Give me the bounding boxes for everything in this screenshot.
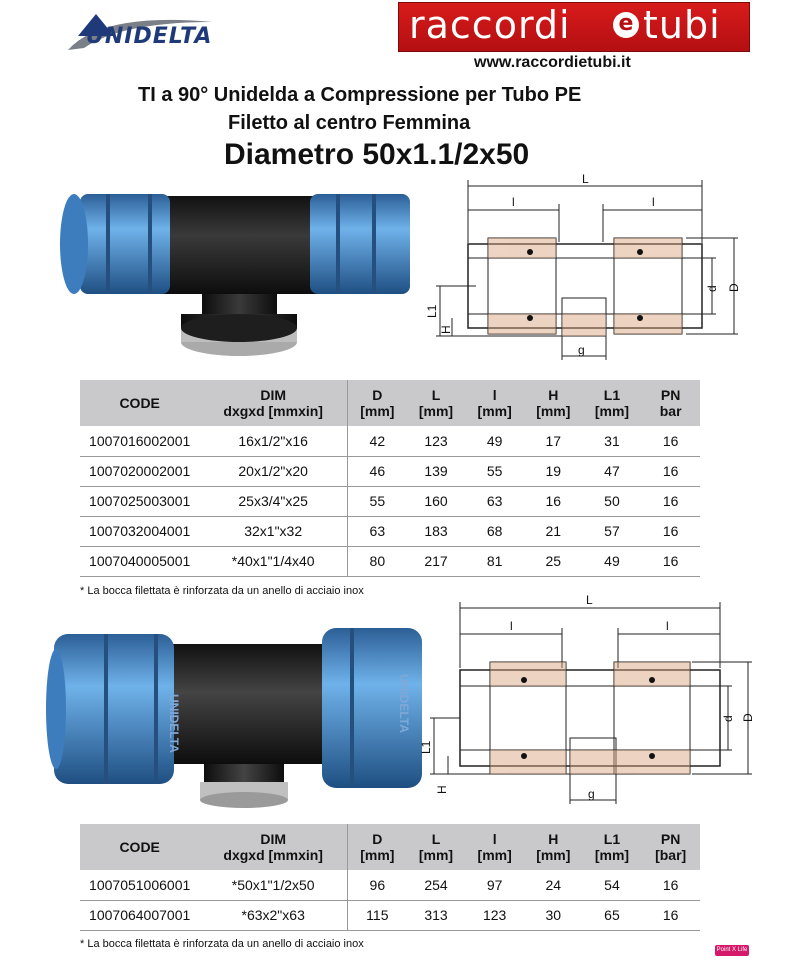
- banner-word-raccordi: raccordi: [409, 3, 571, 47]
- cell-l: 97: [465, 870, 524, 900]
- cell-L1: 50: [583, 486, 642, 516]
- footnote-2: * La bocca filettata è rinforzata da un anello di acciaio inox: [80, 938, 364, 950]
- cell-PN: 16: [641, 900, 700, 930]
- cell-L: 123: [407, 426, 466, 456]
- fitting-brand-text-right: UNIDELTA: [397, 674, 411, 733]
- cell-code: 1007051006001: [80, 870, 199, 900]
- cell-H: 25: [524, 546, 583, 576]
- point-x-life-badge: Point X Life: [715, 945, 749, 956]
- dim-label-L: L: [582, 172, 589, 186]
- dim-label-D-2: D: [741, 713, 755, 722]
- cell-PN: 16: [641, 546, 700, 576]
- table-row: [80, 456, 700, 486]
- cell-L: 254: [407, 870, 466, 900]
- cell-PN: 16: [641, 870, 700, 900]
- cell-dim: 16x1/2"x16: [199, 426, 347, 456]
- dim-label-g-2: g: [588, 787, 595, 801]
- col-header-l: l [mm]: [465, 824, 524, 870]
- cell-H: 19: [524, 456, 583, 486]
- cell-L: 313: [407, 900, 466, 930]
- dim-label-d: d: [705, 285, 719, 292]
- col-header-dim: DIM dxgxd [mmxin]: [199, 824, 347, 870]
- product-diameter: Diametro 50x1.1/2x50: [224, 138, 530, 171]
- cell-dim: *63x2"x63: [199, 900, 347, 930]
- cell-L: 183: [407, 516, 466, 546]
- cell-code: 1007064007001: [80, 900, 199, 930]
- spec-table-1: [80, 380, 700, 577]
- cell-L: 160: [407, 486, 466, 516]
- cell-D: 63: [348, 516, 407, 546]
- cell-PN: 16: [641, 426, 700, 456]
- banner-word-tubi: tubi: [643, 3, 721, 47]
- cell-L: 217: [407, 546, 466, 576]
- col-header-H: H [mm]: [524, 824, 583, 870]
- technical-drawing-small-tee: [416, 168, 792, 366]
- cell-D: 46: [348, 456, 407, 486]
- cell-dim: 20x1/2"x20: [199, 456, 347, 486]
- table-row: [80, 870, 700, 900]
- cell-L1: 31: [583, 426, 642, 456]
- dim-label-D: D: [727, 283, 741, 292]
- cell-H: 17: [524, 426, 583, 456]
- cell-l: 68: [465, 516, 524, 546]
- cell-dim: 25x3/4"x25: [199, 486, 347, 516]
- col-header-PN: PN bar: [641, 380, 700, 426]
- dim-label-L-2: L: [586, 593, 593, 607]
- cell-D: 55: [348, 486, 407, 516]
- cell-H: 21: [524, 516, 583, 546]
- product-title: TI a 90° Unidelda a Compressione per Tubo PE: [138, 84, 582, 106]
- cell-PN: 16: [641, 516, 700, 546]
- dim-label-l-left: l: [512, 195, 515, 209]
- cell-L1: 54: [583, 870, 642, 900]
- col-header-code: CODE: [80, 380, 199, 426]
- table-row: [80, 486, 700, 516]
- dim-label-l-left-2: l: [510, 619, 513, 633]
- cell-D: 115: [348, 900, 407, 930]
- website-url: www.raccordietubi.it: [474, 54, 631, 71]
- product-photo-large-tee: [44, 614, 424, 810]
- cell-code: 1007016002001: [80, 426, 199, 456]
- cell-D: 42: [348, 426, 407, 456]
- cell-H: 24: [524, 870, 583, 900]
- cell-D: 80: [348, 546, 407, 576]
- col-header-dim: DIM dxgxd [mmxin]: [199, 380, 347, 426]
- table-row: [80, 900, 700, 930]
- col-header-L1: L1 [mm]: [583, 380, 642, 426]
- cell-PN: 16: [641, 486, 700, 516]
- dim-label-d-2: d: [721, 715, 735, 722]
- col-header-L: L [mm]: [407, 824, 466, 870]
- table-row: [80, 546, 700, 576]
- fitting-brand-text-left: UNIDELTA: [167, 694, 181, 753]
- col-header-H: H [mm]: [524, 380, 583, 426]
- banner-e-badge: e: [613, 12, 639, 38]
- unidelta-logo: [62, 8, 272, 58]
- dim-label-L1-2: L1: [419, 740, 433, 754]
- spec-table-2: [80, 824, 700, 931]
- col-header-L1: L1 [mm]: [583, 824, 642, 870]
- table-row: [80, 516, 700, 546]
- cell-dim: *40x1"1/4x40: [199, 546, 347, 576]
- cell-L1: 47: [583, 456, 642, 486]
- raccordi-e-tubi-banner: [398, 2, 750, 52]
- cell-L1: 57: [583, 516, 642, 546]
- col-header-D: D [mm]: [348, 824, 407, 870]
- footnote-1: * La bocca filettata è rinforzata da un anello di acciaio inox: [80, 585, 364, 597]
- dim-label-H-2: H: [435, 785, 449, 794]
- cell-l: 63: [465, 486, 524, 516]
- product-subtitle: Filetto al centro Femmina: [228, 112, 471, 134]
- cell-L1: 49: [583, 546, 642, 576]
- table-row: [80, 426, 700, 456]
- col-header-L: L [mm]: [407, 380, 466, 426]
- cell-l: 49: [465, 426, 524, 456]
- cell-PN: 16: [641, 456, 700, 486]
- col-header-l: l [mm]: [465, 380, 524, 426]
- col-header-D: D [mm]: [348, 380, 407, 426]
- cell-l: 123: [465, 900, 524, 930]
- col-header-PN: PN [bar]: [641, 824, 700, 870]
- cell-l: 55: [465, 456, 524, 486]
- cell-dim: 32x1"x32: [199, 516, 347, 546]
- cell-H: 30: [524, 900, 583, 930]
- dim-label-L1: L1: [425, 304, 439, 318]
- col-header-code: CODE: [80, 824, 199, 870]
- cell-l: 81: [465, 546, 524, 576]
- dim-label-l-right-2: l: [666, 619, 669, 633]
- product-photo-small-tee: [52, 180, 414, 366]
- cell-code: 1007025003001: [80, 486, 199, 516]
- cell-D: 96: [348, 870, 407, 900]
- cell-L: 139: [407, 456, 466, 486]
- cell-H: 16: [524, 486, 583, 516]
- cell-dim: *50x1"1/2x50: [199, 870, 347, 900]
- cell-L1: 65: [583, 900, 642, 930]
- cell-code: 1007020002001: [80, 456, 199, 486]
- brand-name: UNIDELTA: [86, 24, 213, 49]
- cell-code: 1007032004001: [80, 516, 199, 546]
- dim-label-g: g: [578, 343, 585, 357]
- dim-label-l-right: l: [652, 195, 655, 209]
- dim-label-H: H: [439, 325, 453, 334]
- cell-code: 1007040005001: [80, 546, 199, 576]
- technical-drawing-large-tee: [419, 588, 800, 810]
